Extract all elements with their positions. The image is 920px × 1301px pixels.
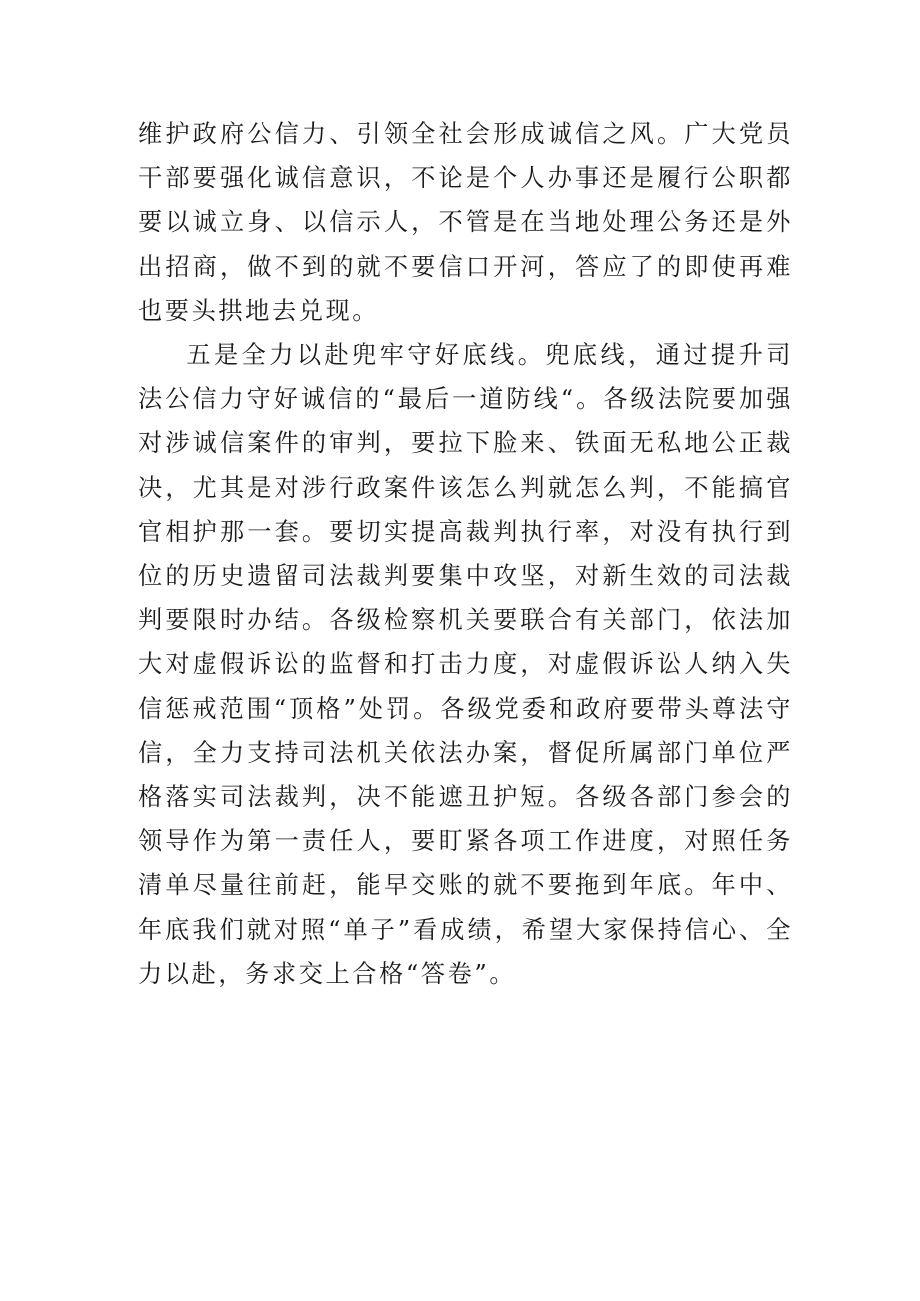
paragraph-bottom-line: 五是全力以赴兜牢守好底线。兜底线，通过提升司法公信力守好诚信的“最后一道防线“。各级法院要加强对涉诚信案件的审判，要拉下脸来、铁面无私地公正裁决，尤其是对涉行政案件该怎么判就怎么判，不能搞官官相护那一套。要切实提高裁判执行率，对没有执行到位的历史遗留司法裁判要集中攻坚，对新生效的司法裁判要限时办结。各级检察机关要联合有关部门，依法加大对虚假诉讼的监督和打击力度，对虚假诉讼人纳入失信惩戒范围“顶格”处罚。各级党委和政府要带头尊法守信，全力支持司法机关依法办案，督促所属部门单位严格落实司法裁判，决不能遮丑护短。各级各部门参会的领导作为第一责任人，要盯紧各项工作进度，对照任务清单尽量往前赶，能早交账的就不要拖到年底。年中、年底我们就对照“单子”看成绩，希望大家保持信心、全力以赴，务求交上合格“答卷”。: [138, 341, 793, 988]
document-body: [138, 112, 793, 996]
paragraph-continuation: 维护政府公信力、引领全社会形成诚信之风。广大党员干部要强化诚信意识，不论是个人办事还是履行公职都要以诚立身、以信示人，不管是在当地处理公务还是外出招商，做不到的就不要信口开河，答应了的即使再难也要头拱地去兑现。: [138, 120, 793, 325]
